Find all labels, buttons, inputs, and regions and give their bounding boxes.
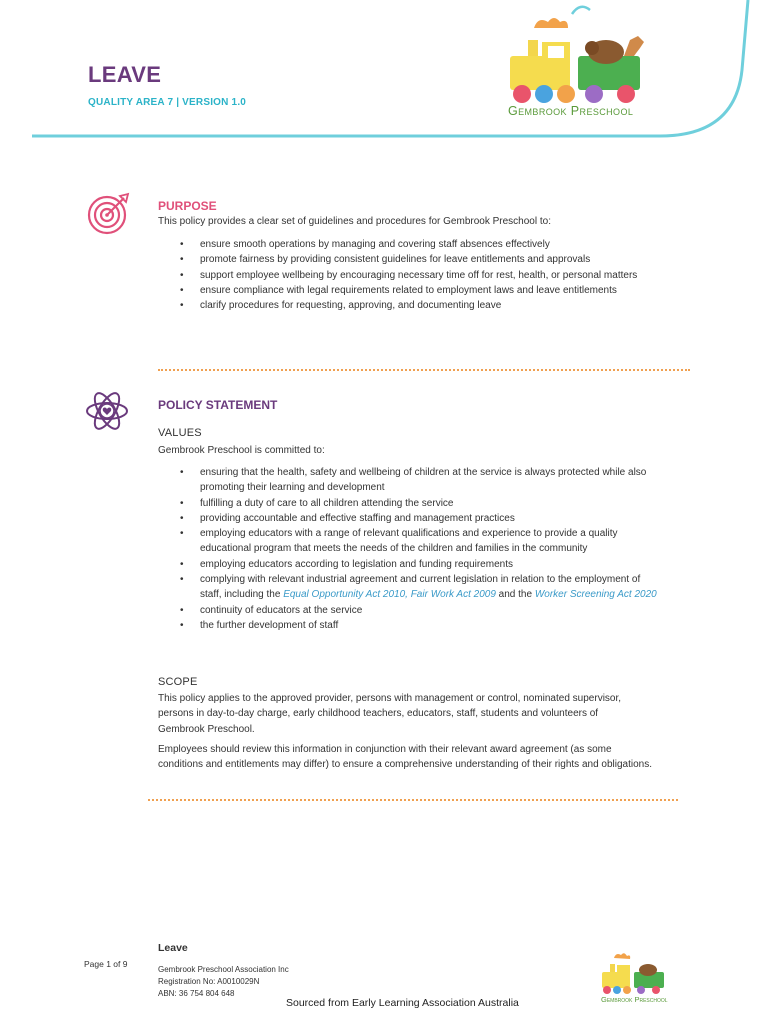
list-item: • fulfilling a duty of care to all children attending the service bbox=[200, 496, 660, 511]
values-bullet-list bbox=[200, 465, 660, 633]
scope-paragraph: This policy applies to the approved provider, persons with management or control, nominated supervisor, persons in day-to-day charge, early childhood teachers, educators, staff, students and volunteers of Gembrook Preschool. bbox=[158, 693, 622, 735]
list-item: • the further development of staff bbox=[200, 618, 660, 633]
purpose-intro: This policy provides a clear set of guidelines and procedures for Gembrook Preschool to: bbox=[158, 216, 551, 227]
list-item: • clarify procedures for requesting, approving, and documenting leave bbox=[200, 298, 660, 313]
scope-heading: SCOPE bbox=[158, 676, 198, 688]
list-item: • promote fairness by providing consistent guidelines for leave entitlements and approvals bbox=[200, 252, 660, 267]
purpose-bullet-list bbox=[200, 237, 660, 313]
values-intro: Gembrook Preschool is committed to: bbox=[158, 445, 325, 456]
target-icon bbox=[86, 190, 132, 236]
values-heading: VALUES bbox=[158, 427, 202, 439]
worker-screening-act-link[interactable]: Worker Screening Act 2020 bbox=[534, 589, 657, 601]
logo-text: Gembrook Preschool bbox=[508, 104, 634, 118]
footer-registration: Registration No: A0010029N bbox=[158, 977, 260, 986]
list-item: • ensure compliance with legal requirements related to employment laws and leave entitlements bbox=[200, 283, 660, 298]
atom-heart-icon bbox=[84, 388, 130, 434]
section-divider bbox=[148, 799, 678, 801]
footer-logo-text: Gembrook Preschool bbox=[601, 995, 668, 1004]
equal-opportunity-fair-work-link[interactable]: Equal Opportunity Act 2010, Fair Work Act 2009 bbox=[283, 589, 496, 601]
list-item: • ensure smooth operations by managing and covering staff absences effectively bbox=[200, 237, 660, 252]
legislation-text: complying with relevant industrial agreement and current legislation in relation to the employment of staff, including the bbox=[200, 574, 641, 601]
section-divider bbox=[158, 369, 690, 371]
list-item: • providing accountable and effective staffing and management practices bbox=[200, 511, 660, 526]
list-item: • ensuring that the health, safety and wellbeing of children at the service is always protected while also promoting their learning and development bbox=[200, 465, 660, 496]
list-item: • employing educators with a range of relevant qualifications and experience to provide a quality educational program that meets the needs of the children and families in the community bbox=[200, 526, 660, 557]
sourced-note: Sourced from Early Learning Association Australia bbox=[286, 997, 519, 1009]
scope-paragraph: Employees should review this information in conjunction with their relevant award agreement (as some conditions and entitlements may differ) to ensure a comprehensive understanding of their rights and obligations. bbox=[158, 744, 652, 771]
list-item bbox=[200, 572, 660, 603]
footer-abn: ABN: 36 754 804 648 bbox=[158, 989, 235, 998]
purpose-heading: PURPOSE bbox=[158, 199, 217, 213]
footer-org: Gembrook Preschool Association Inc bbox=[158, 965, 289, 974]
list-item: • continuity of educators at the service bbox=[200, 603, 660, 618]
page-number: Page 1 of 9 bbox=[84, 959, 128, 969]
legislation-text: and the bbox=[495, 589, 535, 601]
document-subtitle: QUALITY AREA 7 | VERSION 1.0 bbox=[88, 97, 247, 108]
document-title: LEAVE bbox=[88, 62, 162, 87]
list-item: • support employee wellbeing by encouraging necessary time off for rest, health, or personal matters bbox=[200, 268, 660, 283]
footer-title: Leave bbox=[158, 942, 188, 954]
list-item: • employing educators according to legislation and funding requirements bbox=[200, 557, 660, 572]
policy-statement-heading: POLICY STATEMENT bbox=[158, 398, 278, 412]
